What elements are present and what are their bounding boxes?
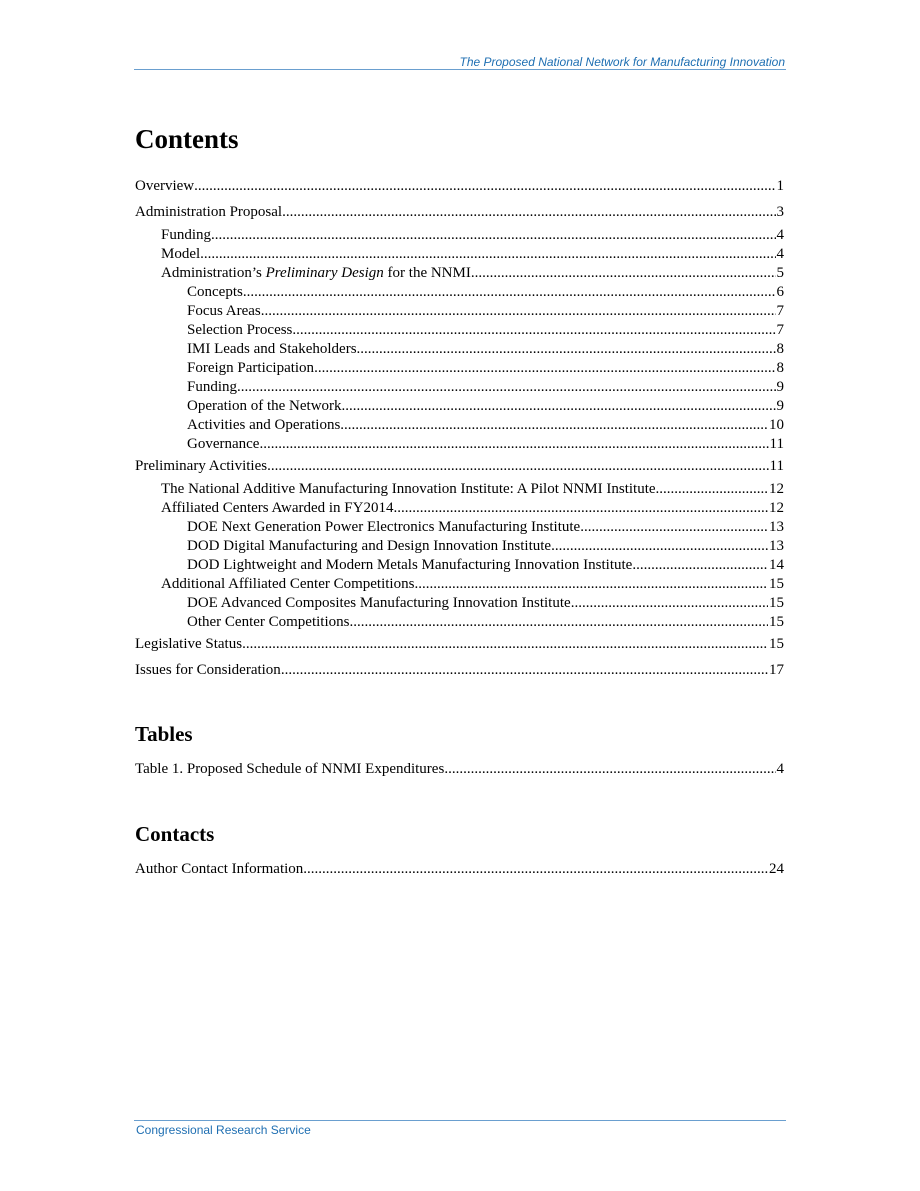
- toc-entry-legislative-status[interactable]: [135, 635, 784, 654]
- toc-leader: [632, 556, 768, 575]
- toc-entry-table-1[interactable]: [135, 760, 784, 779]
- toc-entry-foreign-participation[interactable]: [135, 359, 784, 378]
- toc-label: Legislative Status: [135, 636, 243, 652]
- toc-page-number: 14: [769, 557, 784, 573]
- tables-heading: Tables: [135, 722, 193, 746]
- toc-page-number: 7: [776, 322, 784, 338]
- toc-page-number: 12: [769, 481, 784, 497]
- toc-label: DOD Lightweight and Modern Metals Manufacturing Innovation Institute: [187, 557, 633, 573]
- toc-entry-funding[interactable]: [135, 226, 784, 245]
- header-divider: [134, 69, 786, 70]
- toc-label: Activities and Operations: [187, 417, 341, 433]
- toc-page-number: 15: [769, 595, 784, 611]
- toc-page-number: 15: [769, 636, 784, 652]
- toc-leader: [281, 661, 768, 680]
- toc-page-number: 11: [769, 436, 784, 452]
- toc-label: Additional Affiliated Center Competitions: [161, 576, 415, 592]
- toc-leader: [303, 860, 768, 879]
- toc-entry-governance[interactable]: [135, 435, 784, 454]
- toc-leader: [340, 416, 768, 435]
- toc-page-number: 5: [776, 265, 784, 281]
- toc-page-number: 15: [769, 614, 784, 630]
- toc-leader: [357, 340, 776, 359]
- toc-label: Administration Proposal: [135, 204, 283, 220]
- toc-label: Issues for Consideration: [135, 662, 281, 678]
- toc-page-number: 8: [776, 360, 784, 376]
- toc-label: Affiliated Centers Awarded in FY2014: [161, 500, 394, 516]
- toc-label-italic: Preliminary Design: [265, 265, 384, 281]
- toc-leader: [211, 226, 775, 245]
- toc-page-number: 4: [776, 246, 784, 262]
- toc-label-pre: Administration’s: [161, 265, 266, 281]
- toc-page-number: 1: [776, 178, 784, 194]
- toc-label: DOD Digital Manufacturing and Design Innovation Institute: [187, 538, 552, 554]
- toc-leader: [656, 480, 768, 499]
- toc-page-number: 24: [769, 861, 784, 877]
- toc-page-number: 9: [776, 398, 784, 414]
- toc-entry-activities-operations[interactable]: [135, 416, 784, 435]
- toc-page-number: 13: [769, 538, 784, 554]
- toc-entry-doe-power-electronics[interactable]: [135, 518, 784, 537]
- toc-entry-namii[interactable]: [135, 480, 784, 499]
- toc-entry-focus-areas[interactable]: [135, 302, 784, 321]
- toc-page-number: 7: [776, 303, 784, 319]
- footer-organization: Congressional Research Service: [136, 1123, 311, 1137]
- toc-label: Operation of the Network: [187, 398, 342, 414]
- footer-divider: [134, 1120, 786, 1121]
- toc-page-number: 6: [776, 284, 784, 300]
- toc-entry-funding-sub[interactable]: [135, 378, 784, 397]
- toc-label: Preliminary Activities: [135, 458, 268, 474]
- toc-entry-preliminary-design[interactable]: [135, 264, 784, 283]
- toc-entry-author-contact[interactable]: [135, 860, 784, 879]
- toc-entry-concepts[interactable]: [135, 283, 784, 302]
- contacts-heading: Contacts: [135, 822, 215, 846]
- toc-page-number: 15: [769, 576, 784, 592]
- toc-leader: [393, 499, 768, 518]
- toc-page-number: 17: [769, 662, 784, 678]
- toc-entry-preliminary-activities[interactable]: [135, 457, 784, 476]
- toc-entry-other-competitions[interactable]: [135, 613, 784, 632]
- toc-label: The National Additive Manufacturing Innovation Institute: A Pilot NNMI Institute: [161, 481, 656, 497]
- toc-page-number: 4: [776, 761, 784, 777]
- toc-leader: [261, 302, 776, 321]
- toc-leader: [349, 613, 768, 632]
- toc-label: [161, 264, 471, 283]
- toc-label: Other Center Competitions: [187, 614, 350, 630]
- contacts-list: [135, 860, 784, 879]
- toc-label: DOE Advanced Composites Manufacturing Innovation Institute: [187, 595, 571, 611]
- toc-entry-doe-advanced-composites[interactable]: [135, 594, 784, 613]
- toc-label: DOE Next Generation Power Electronics Manufacturing Institute: [187, 519, 581, 535]
- toc-leader: [342, 397, 776, 416]
- toc-page-number: 13: [769, 519, 784, 535]
- toc-leader: [444, 760, 775, 779]
- toc-entry-additional-competitions[interactable]: [135, 575, 784, 594]
- toc-leader: [194, 177, 775, 196]
- toc-leader: [292, 321, 775, 340]
- toc-leader: [259, 435, 768, 454]
- toc-label: Funding: [187, 379, 238, 395]
- toc-page-number: 11: [769, 458, 784, 474]
- toc-label: IMI Leads and Stakeholders: [187, 341, 357, 357]
- toc-page-number: 9: [776, 379, 784, 395]
- toc-label: Table 1. Proposed Schedule of NNMI Expenditures: [135, 761, 445, 777]
- toc-leader: [200, 245, 775, 264]
- toc-label: Governance: [187, 436, 260, 452]
- toc-label: Concepts: [187, 284, 243, 300]
- toc-entry-imi-leads[interactable]: [135, 340, 784, 359]
- toc-entry-dod-lightweight-metals[interactable]: [135, 556, 784, 575]
- toc-page-number: 12: [769, 500, 784, 516]
- toc-leader: [243, 283, 776, 302]
- toc-leader: [282, 203, 775, 222]
- toc-leader: [571, 594, 768, 613]
- toc-entry-selection-process[interactable]: [135, 321, 784, 340]
- toc-entry-affiliated-centers-fy2014[interactable]: [135, 499, 784, 518]
- contents-heading: Contents: [135, 124, 239, 154]
- toc-label: Foreign Participation: [187, 360, 315, 376]
- toc-entry-model[interactable]: [135, 245, 784, 264]
- toc-label: Overview: [135, 178, 195, 194]
- toc-leader: [414, 575, 768, 594]
- toc-leader: [267, 457, 768, 476]
- toc-leader: [314, 359, 775, 378]
- toc-leader: [237, 378, 775, 397]
- toc-label: Focus Areas: [187, 303, 261, 319]
- toc-label: Funding: [161, 227, 212, 243]
- toc-entry-overview[interactable]: [135, 177, 784, 196]
- toc-leader: [471, 264, 776, 283]
- toc-leader: [580, 518, 768, 537]
- toc-page-number: 10: [769, 417, 784, 433]
- toc-label-post: for the NNMI: [383, 265, 471, 281]
- toc-page-number: 3: [776, 204, 784, 220]
- toc-leader: [242, 635, 768, 654]
- toc-page-number: 8: [776, 341, 784, 357]
- tables-list: [135, 760, 784, 779]
- toc-label: Author Contact Information: [135, 861, 304, 877]
- toc-entry-issues-consideration[interactable]: [135, 661, 784, 680]
- toc-entry-dod-digital-manufacturing[interactable]: [135, 537, 784, 556]
- toc-entry-administration-proposal[interactable]: [135, 203, 784, 222]
- running-header-title: The Proposed National Network for Manufacturing Innovation: [459, 55, 785, 69]
- toc-label: Model: [161, 246, 201, 262]
- contents-list: [135, 177, 784, 680]
- toc-page-number: 4: [776, 227, 784, 243]
- toc-leader: [551, 537, 768, 556]
- toc-entry-operation-network[interactable]: [135, 397, 784, 416]
- toc-label: Selection Process: [187, 322, 293, 338]
